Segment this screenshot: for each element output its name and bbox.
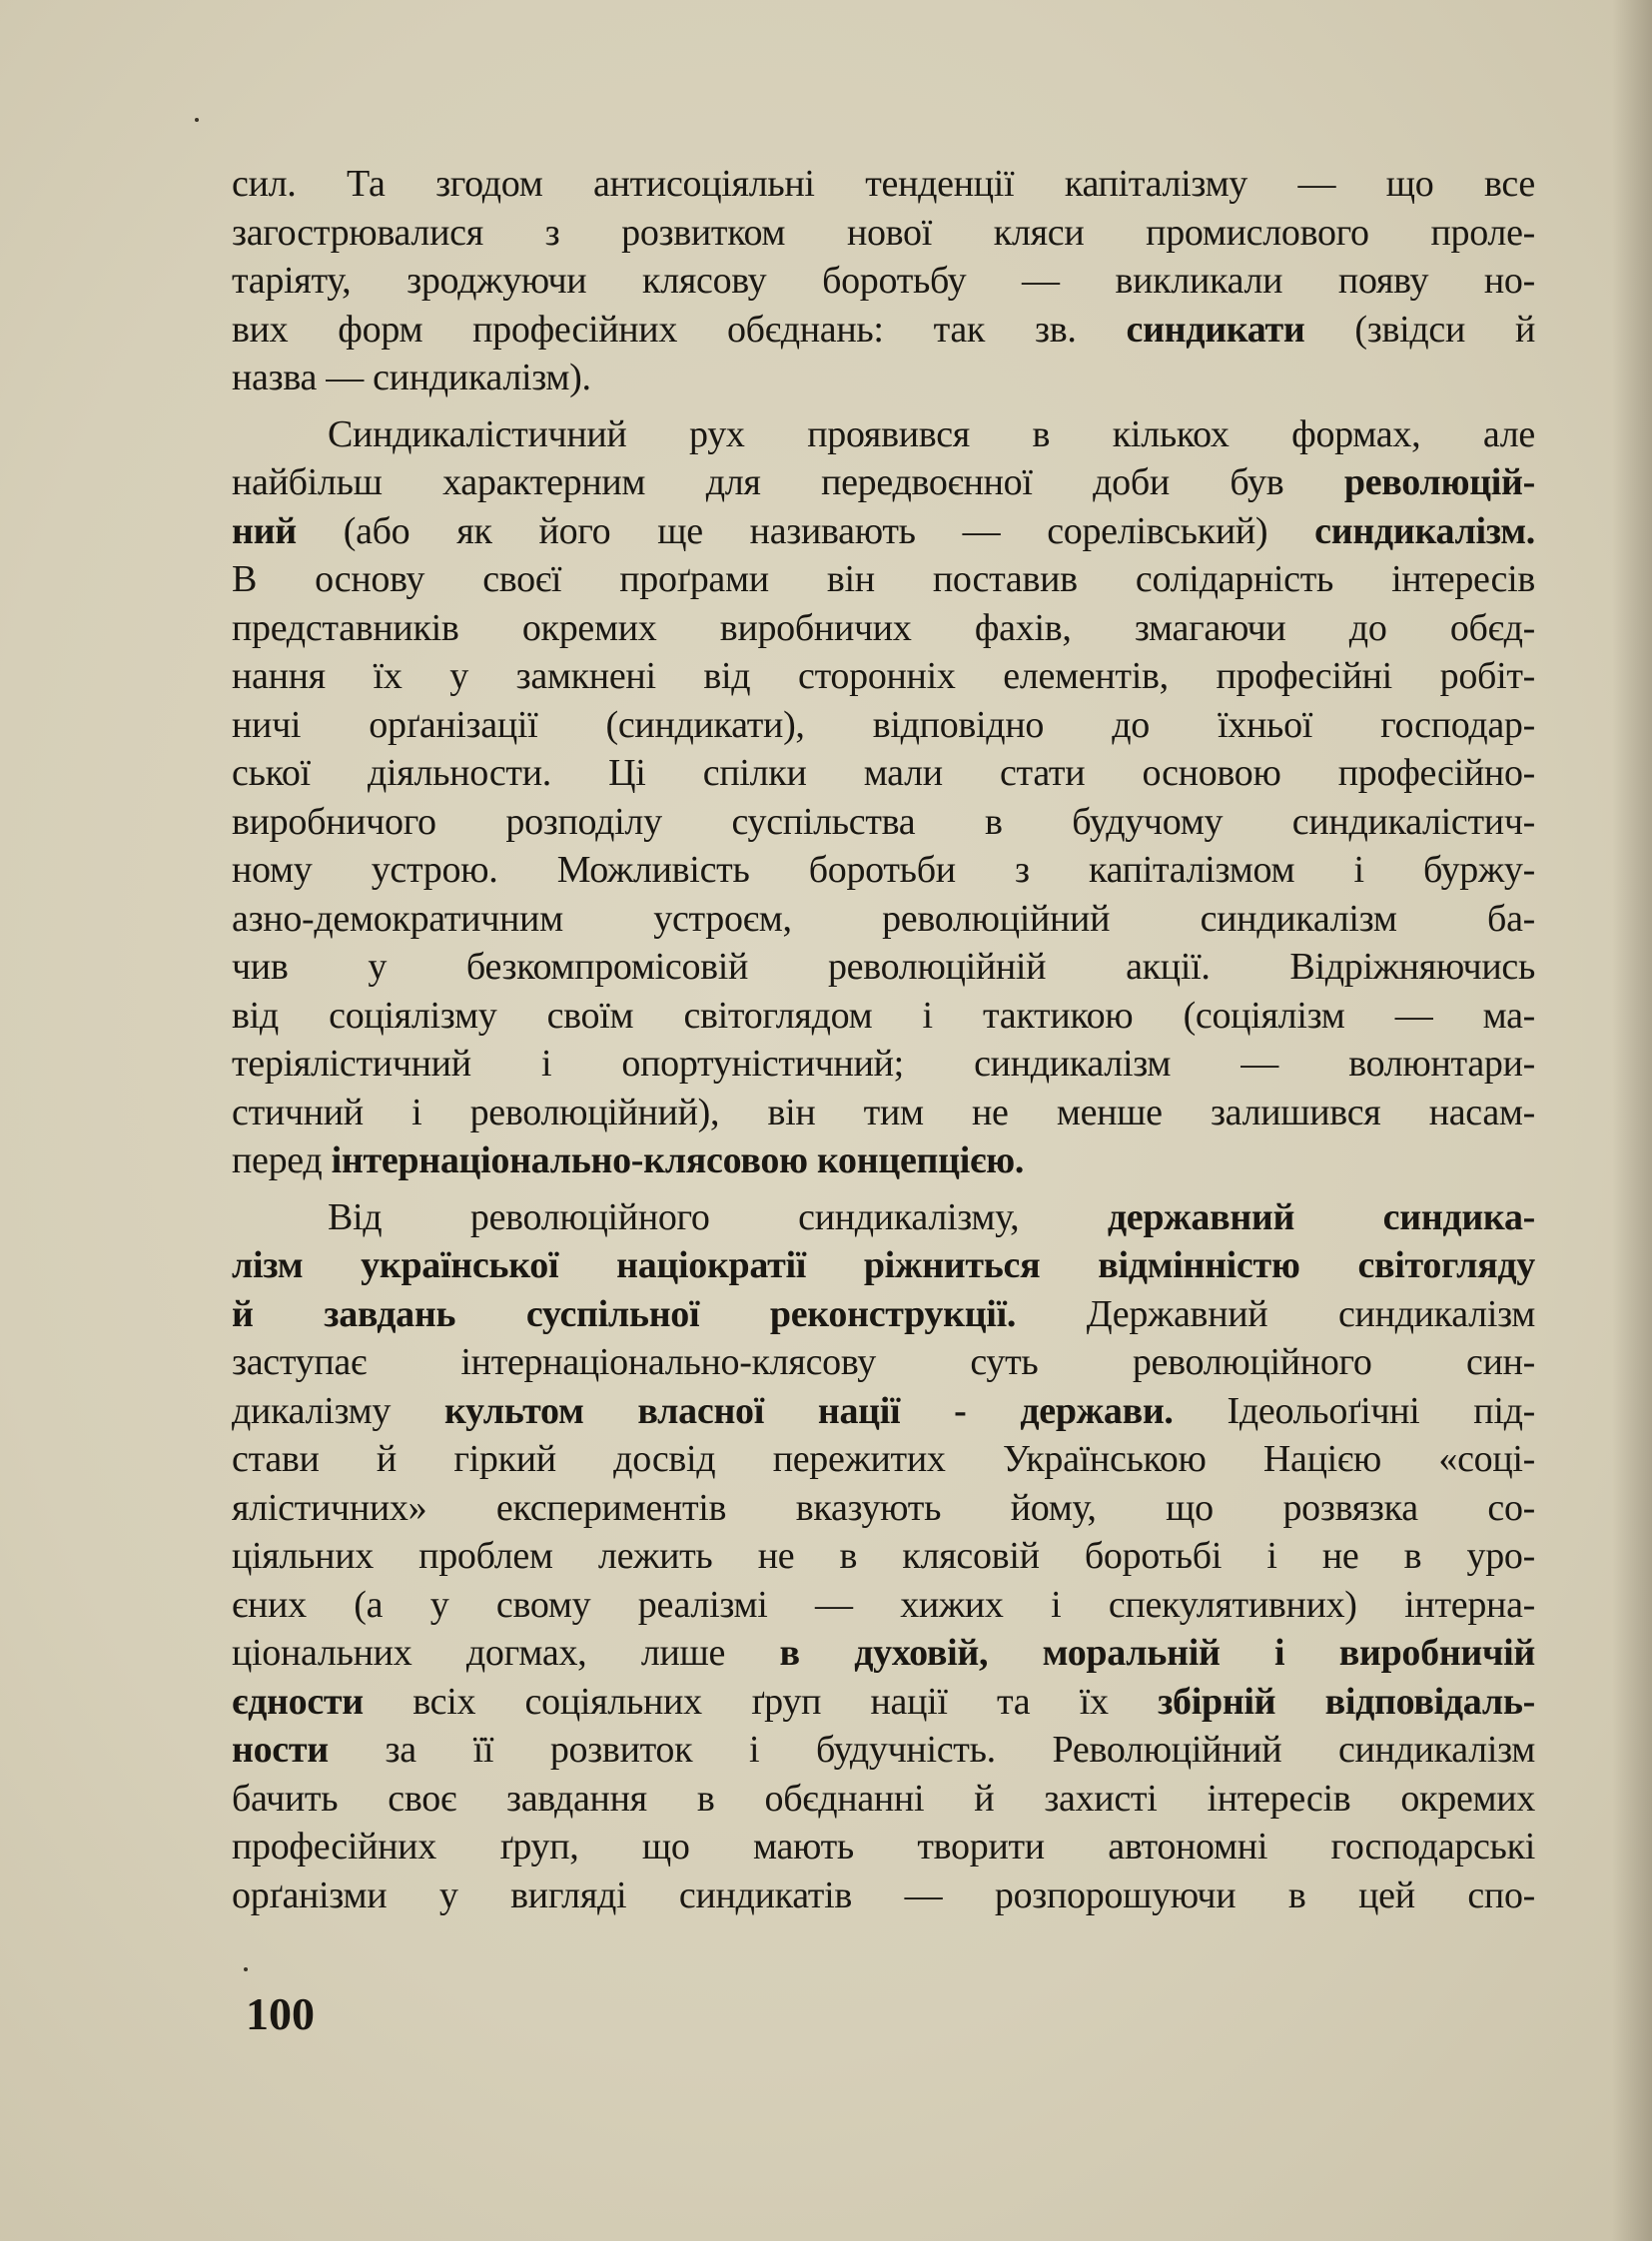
text-run: всіх соціяльних ґруп нації та їх — [363, 1680, 1159, 1723]
text-run: Від революційного синдикалізму, — [328, 1195, 1108, 1238]
text-run: найбільш характерним для передвоєнної доби був — [232, 461, 1344, 503]
bold-text: культом власної нації - держави. — [443, 1389, 1174, 1432]
text-line-content — [232, 798, 1535, 847]
text-run: Ідеольоґічні під- — [1173, 1389, 1535, 1432]
bold-text: державний синдика- — [1107, 1195, 1536, 1238]
text-line-content — [232, 1532, 1535, 1581]
text-run: сил. Та згодом антисоціяльні тенденції капіталізму — що все — [232, 163, 1535, 205]
text-line — [232, 306, 1535, 355]
text-line-content — [232, 1089, 1535, 1137]
text-run: чив у безкомпромісовій революційній акції. Відріжняючись — [232, 946, 1535, 988]
text-run: ялістичних» експериментів вказують йому, що розвязка со- — [232, 1486, 1535, 1529]
text-line-content — [232, 354, 1535, 402]
text-run: (або як його ще називають — сорелівський) — [296, 509, 1315, 552]
text-line-content — [232, 652, 1535, 701]
scan-speck — [195, 118, 199, 122]
text-line-content — [232, 458, 1535, 507]
text-line — [232, 1532, 1535, 1581]
text-line-content — [232, 604, 1535, 653]
bold-text: ности — [232, 1729, 329, 1771]
text-run: професійних ґруп, що мають творити автономні господарські — [232, 1826, 1535, 1868]
text-line-content — [232, 1581, 1535, 1630]
text-run: азно-демократичним устроєм, революційний синдикалізм ба- — [232, 897, 1535, 940]
bold-text: лізм української націократії ріжниться відмінністю світогляду — [232, 1244, 1535, 1286]
text-line — [232, 992, 1535, 1041]
text-line — [232, 652, 1535, 701]
text-line — [232, 1193, 1535, 1242]
page-number: 100 — [246, 1988, 315, 2039]
text-line — [232, 1629, 1535, 1678]
text-line — [232, 458, 1535, 507]
text-line-content — [232, 410, 1535, 459]
text-line — [232, 1581, 1535, 1630]
text-line — [232, 895, 1535, 944]
text-run: дикалізму — [232, 1389, 444, 1432]
text-line-content — [232, 1136, 1535, 1185]
bold-text: ний — [232, 509, 297, 552]
text-line — [232, 1290, 1535, 1339]
page-edge-shadow — [1612, 0, 1652, 2241]
text-line — [232, 1387, 1535, 1436]
text-run: ціяльних проблем лежить не в клясовій боротьбі і не в уро- — [232, 1535, 1535, 1577]
text-line — [232, 749, 1535, 798]
text-line — [232, 1089, 1535, 1137]
text-line-content — [232, 306, 1535, 355]
text-run: теріялістичний і опортуністичний; синдикалізм — волюнтари- — [232, 1043, 1535, 1085]
text-line-content — [232, 1871, 1535, 1920]
text-run: за її розвиток і будучність. Революційний синдикалізм — [328, 1729, 1535, 1771]
text-run: перед — [232, 1139, 332, 1181]
text-line-content — [232, 846, 1535, 895]
text-line-content — [232, 1241, 1535, 1290]
text-line-content — [232, 1823, 1535, 1871]
bold-text: синдикати — [1126, 308, 1305, 351]
text-run: В основу своєї проґрами він поставив солідарність інтересів — [232, 558, 1535, 600]
text-line-content — [232, 1726, 1535, 1775]
text-line-content — [232, 160, 1535, 209]
text-line — [232, 410, 1535, 459]
text-line — [232, 798, 1535, 847]
text-line — [232, 555, 1535, 604]
text-line — [232, 1726, 1535, 1775]
text-line — [232, 160, 1535, 209]
text-line-content — [232, 1678, 1535, 1727]
text-line-content — [232, 209, 1535, 258]
text-line-content — [232, 749, 1535, 798]
text-run: Державний синдикалізм — [1016, 1292, 1536, 1335]
text-run: вих форм професійних обєднань: так зв. — [232, 308, 1127, 351]
text-line — [232, 1871, 1535, 1920]
text-line — [232, 1678, 1535, 1727]
text-line — [232, 1484, 1535, 1533]
text-line-content — [232, 992, 1535, 1041]
text-run: від соціялізму своїм світоглядом і тактикою (соціялізм — ма- — [232, 994, 1535, 1037]
text-line — [232, 1823, 1535, 1871]
text-line-content — [232, 257, 1535, 306]
text-line — [232, 604, 1535, 653]
bold-text: й завдань суспільної реконструкції. — [232, 1292, 1017, 1335]
bold-text: інтернаціонально-клясовою концепцією. — [331, 1139, 1025, 1181]
text-line — [232, 209, 1535, 258]
text-line — [232, 1775, 1535, 1824]
text-line — [232, 257, 1535, 306]
text-line — [232, 1241, 1535, 1290]
text-line-content — [232, 1629, 1535, 1678]
text-line-content — [232, 1387, 1535, 1436]
text-run: назва — синдикалізм). — [232, 357, 591, 398]
text-run: виробничого розподілу суспільства в будучому синдикалістич- — [232, 800, 1535, 843]
text-line-content — [232, 1338, 1535, 1387]
text-line — [232, 354, 1535, 402]
text-run: ному устрою. Можливість боротьби з капіталізмом і буржу- — [232, 849, 1535, 891]
text-run: ціональних догмах, лише — [232, 1632, 780, 1674]
text-line — [232, 507, 1535, 556]
text-run: Синдикалістичний рух проявився в кількох формах, але — [328, 412, 1535, 455]
text-run: таріяту, зроджуючи клясову боротьбу — викликали появу но- — [232, 260, 1535, 302]
text-run: ничі орґанізації (синдикати), відповідно до їхньої господар- — [232, 703, 1535, 746]
text-run: ської діяльности. Ці спілки мали стати основою професійно- — [232, 752, 1535, 794]
text-line-content — [232, 1040, 1535, 1089]
text-run: представників окремих виробничих фахів, змагаючи до обєд- — [232, 606, 1535, 649]
text-line-content — [232, 943, 1535, 992]
text-run: бачить своє завдання в обєднанні й захисті інтересів окремих — [232, 1777, 1535, 1820]
text-run: єних (а у свому реалізмі — хижих і спекулятивних) інтерна- — [232, 1583, 1535, 1626]
text-line-content — [232, 507, 1535, 556]
bold-text: в духовій, моральній і виробничій — [779, 1632, 1535, 1674]
bold-text: синдикалізм. — [1314, 509, 1535, 552]
text-line — [232, 1040, 1535, 1089]
text-line-content — [232, 555, 1535, 604]
text-line-content — [232, 1193, 1535, 1242]
bold-text: революцій- — [1343, 461, 1535, 503]
text-line — [232, 943, 1535, 992]
bold-text: єдности — [232, 1680, 364, 1723]
text-line-content — [232, 1775, 1535, 1824]
text-line — [232, 846, 1535, 895]
text-line — [232, 1136, 1535, 1185]
text-run: загострювалися з розвитком нової кляси промислового проле- — [232, 211, 1535, 254]
scan-speck — [244, 1967, 248, 1971]
text-line-content — [232, 1435, 1535, 1484]
text-line — [232, 1338, 1535, 1387]
bold-text: збірній відповідаль- — [1158, 1680, 1535, 1723]
text-line-content — [232, 1484, 1535, 1533]
text-line — [232, 701, 1535, 750]
text-run: стичний і революційний), він тим не менше залишився насам- — [232, 1091, 1535, 1133]
text-run: (звідси й — [1304, 308, 1535, 351]
text-run: заступає інтернаціонально-клясову суть революційного син- — [232, 1341, 1535, 1383]
text-run: нання їх у замкнені від сторонніх елементів, професійні робіт- — [232, 655, 1535, 697]
text-line-content — [232, 1290, 1535, 1339]
text-run: стави й гіркий досвід пережитих Українською Нацією «соці- — [232, 1438, 1535, 1480]
text-line-content — [232, 895, 1535, 944]
body-text — [232, 160, 1535, 1919]
text-line-content — [232, 701, 1535, 750]
text-run: орґанізми у вигляді синдикатів — розпорошуючи в цей спо- — [232, 1873, 1535, 1916]
text-line — [232, 1435, 1535, 1484]
